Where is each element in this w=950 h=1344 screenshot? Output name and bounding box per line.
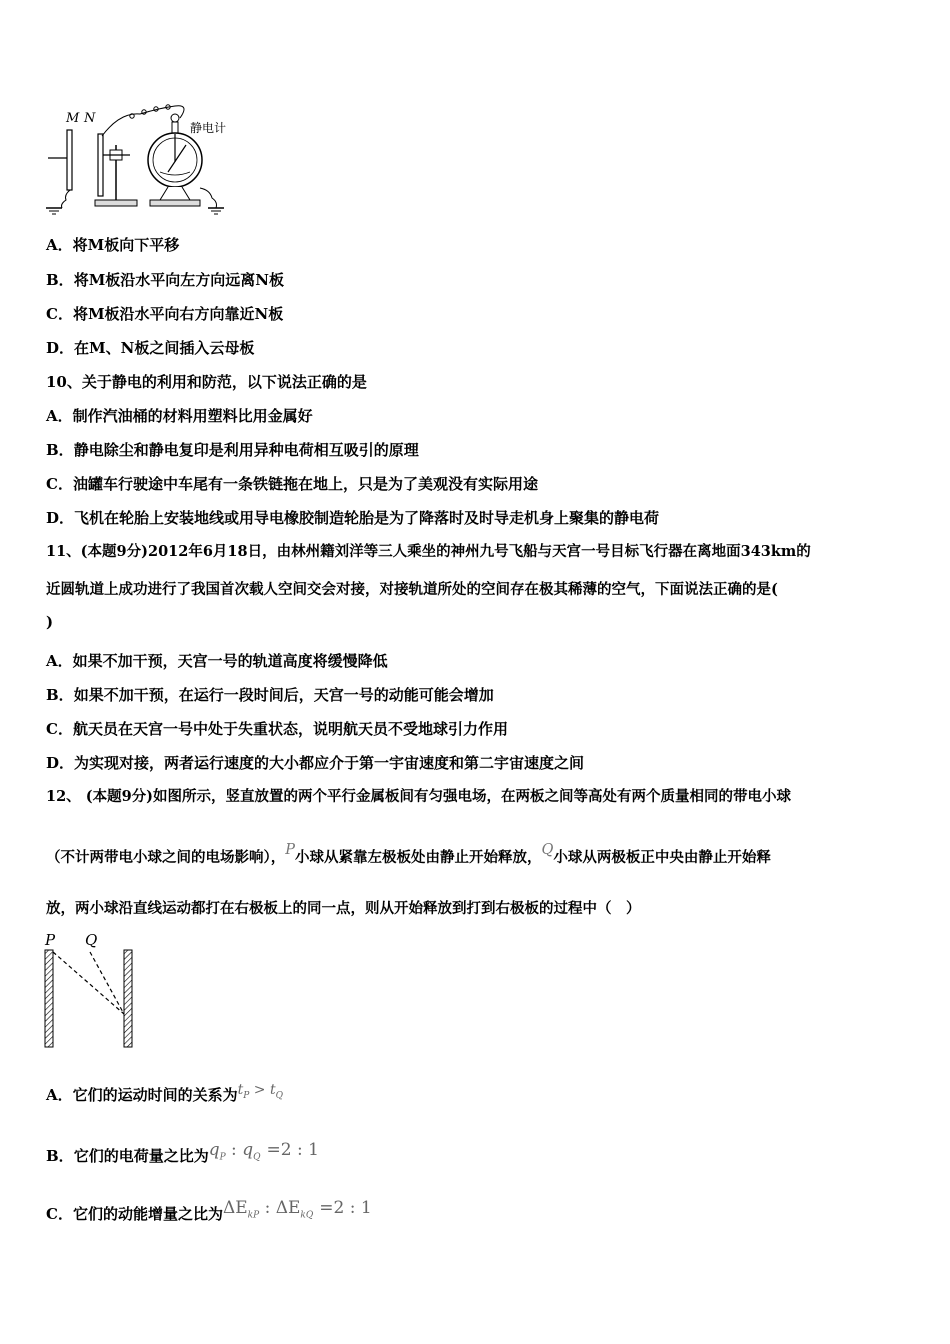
option-letter: A．: [46, 407, 73, 425]
symbol-q: Q: [541, 842, 554, 858]
q9-option-d: [46, 338, 254, 358]
option-text: 飞机在轮胎上安装地线或用导电橡胶制造轮胎是为了降落时及时导走机身上聚集的静电荷: [74, 509, 660, 527]
q11-option-d: [46, 753, 584, 773]
option-text: 如果不加干预，在运行一段时间后，天宫一号的动能可能会增加: [73, 686, 494, 704]
q10-stem: 10、关于静电的利用和防范，以下说法正确的是: [46, 373, 367, 391]
right-plate: [124, 950, 132, 1047]
q12-option-c: [46, 1198, 372, 1225]
option-text: 将M板向下平移: [72, 236, 180, 254]
q12-option-b: [46, 1140, 319, 1167]
q10-option-c: [46, 474, 538, 494]
option-letter: D．: [46, 339, 75, 357]
option-letter: A．: [46, 236, 73, 254]
figure-label-n: N: [84, 111, 96, 126]
q11-stem-line2: 近圆轨道上成功进行了我国首次载人空间交会对接，对接轨道所处的空间存在极其稀薄的空气，下面说法正确的是(: [46, 581, 778, 598]
option-letter: A．: [46, 1086, 73, 1104]
electrometer-figure: [40, 100, 250, 218]
option-text: 将M板沿水平向右方向靠近N板: [72, 305, 284, 323]
q12-stem-line3: 放，两小球沿直线运动都打在右极板上的同一点，则从开始释放到打到右极板的过程中（ ）: [46, 900, 641, 917]
q9-option-b: [46, 270, 284, 290]
option-text: 油罐车行驶途中车尾有一条铁链拖在地上，只是为了美观没有实际用途: [72, 475, 538, 493]
figure-label-meter: 静电计: [190, 121, 227, 135]
q12-stem-line2: [46, 842, 771, 868]
path-q: [90, 952, 124, 1014]
option-letter: B．: [46, 1147, 74, 1165]
option-text: 航天员在天宫一号中处于失重状态，说明航天员不受地球引力作用: [72, 720, 508, 738]
stem-text: （不计两带电小球之间的电场影响），: [46, 849, 286, 866]
option-letter: C．: [46, 305, 73, 323]
q11-stem-line3: ): [46, 613, 54, 631]
option-text: 制作汽油桶的材料用塑料比用金属好: [72, 407, 313, 425]
option-text: 静电除尘和静电复印是利用异种电荷相互吸引的原理: [73, 441, 419, 459]
option-text: 如果不加干预，天宫一号的轨道高度将缓慢降低: [72, 652, 388, 670]
option-letter: D．: [46, 509, 75, 527]
q11-option-a: [46, 651, 388, 671]
figure-label-p: P: [45, 931, 56, 949]
q10-option-d: [46, 508, 659, 528]
q11-option-b: [46, 685, 494, 705]
q11-stem-line1: 11、(本题9分)2012年6月18日，由林州籍刘洋等三人乘坐的神州九号飞船与天宫一号目标飞行器在离地面343km的: [46, 543, 811, 560]
option-letter: C．: [46, 720, 73, 738]
option-letter: B．: [46, 686, 74, 704]
formula-a: $t_P > t_Q$: [237, 1082, 284, 1101]
q10-option-b: [46, 440, 419, 460]
stem-text: 小球从紧靠左极板处由静止开始释放，: [295, 849, 542, 866]
left-plate: [45, 950, 53, 1047]
option-letter: D．: [46, 754, 75, 772]
option-text: 在M、N板之间插入云母板: [74, 339, 255, 357]
option-text: 它们的运动时间的关系为: [72, 1086, 238, 1104]
option-letter: C．: [46, 475, 73, 493]
formula-c: $\Delta E_{kP}$ : $\Delta E_{kQ} =2$ : 1: [222, 1198, 372, 1221]
option-letter: B．: [46, 271, 74, 289]
q11-option-c: [46, 719, 508, 739]
option-text: 将M板沿水平向左方向远离N板: [73, 271, 285, 289]
formula-b: $q_P$ : $q_Q =2$ : 1: [208, 1140, 319, 1163]
parallel-plates-figure: [40, 930, 150, 1052]
figure-label-m: M: [66, 111, 80, 126]
q12-option-a: [46, 1080, 283, 1106]
option-text: 为实现对接，两者运行速度的大小都应介于第一宇宙速度和第二宇宙速度之间: [74, 754, 585, 772]
stem-text: 小球从两极板正中央由静止开始释: [553, 849, 771, 866]
q10-option-a: [46, 406, 313, 426]
option-text: 它们的动能增量之比为: [72, 1205, 223, 1223]
path-p: [53, 952, 124, 1014]
option-text: 它们的电荷量之比为: [73, 1147, 209, 1165]
figure-label-q: Q: [85, 931, 98, 949]
option-letter: B．: [46, 441, 74, 459]
symbol-p: P: [285, 842, 296, 858]
q12-stem-line1: 12、 (本题9分)如图所示，竖直放置的两个平行金属板间有匀强电场，在两板之间等高处有两个质量相同的带电小球: [46, 788, 792, 805]
option-letter: C．: [46, 1205, 73, 1223]
q9-option-c: [46, 304, 283, 324]
q9-option-a: [46, 235, 179, 255]
option-letter: A．: [46, 652, 73, 670]
